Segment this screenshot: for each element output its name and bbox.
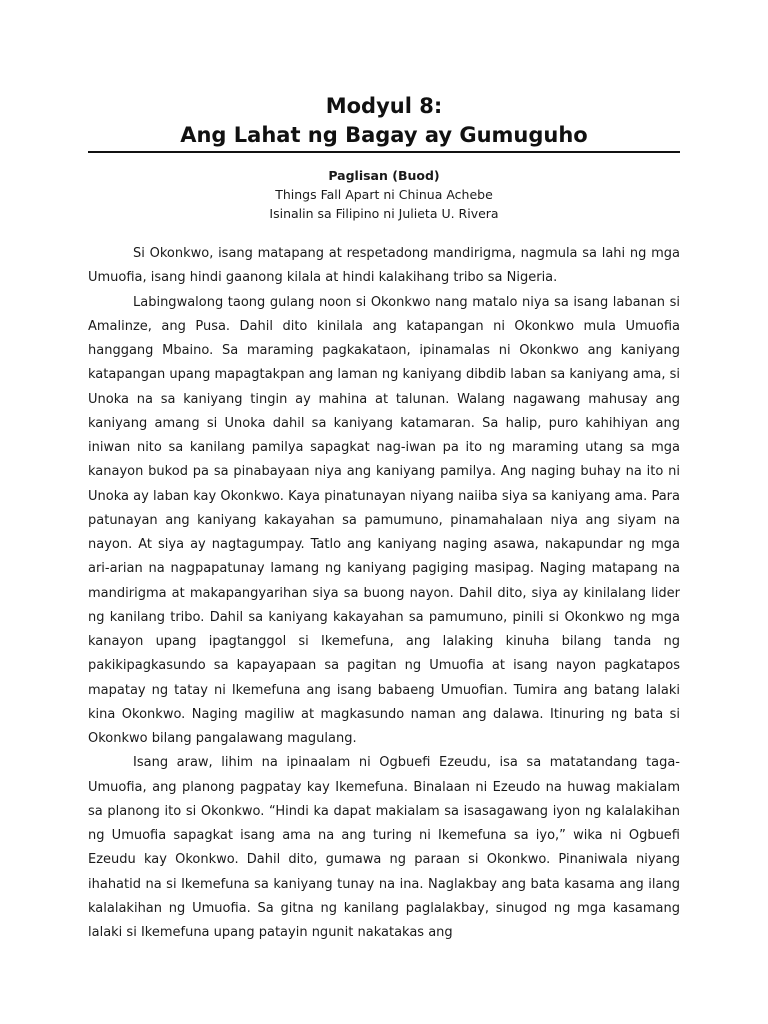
lesson-title: Ang Lahat ng Bagay ay Gumuguho bbox=[180, 123, 588, 147]
paragraph-2: Labingwalong taong gulang noon si Okonkwo nang matalo niya sa isang labanan si Amalinze, ang Pusa. Dahil dito kinilala ang katapangan ni Okonkwo mula Umuofia hanggang Mbaino. Sa maraming pagkakataon, ipinamalas ni Okonkwo ang kaniyang katapangan upang mapagtakpan ang laman ng kaniyang dibdib laban sa kaniyang ama, si Unoka na sa kaniyang tingin ay mahina at talunan. Walang nagawang mahusay ang kaniyang amang si Unoka dahil sa kaniyang katamaran. Sa halip, puro kahihiyan ang iniwan nito sa kanilang pamilya sapagkat nag-iwan pa ito ng maraming utang sa mga kanayon bukod pa sa pinabayaan niya ang kaniyang pamilya. Ang naging buhay na ito ni Unoka ay laban kay Okonkwo. Kaya pinatunayan niyang naiiba siya sa kaniyang ama. Para patunayan ang kaniyang kakayahan sa pamumuno, pinamahalaan niya ang siyam na nayon. At siya ay nagtagumpay. Tatlo ang kaniyang naging asawa, nakapundar ng mga ari-arian na nagpapatunay lamang ng kaniyang pagiging masipag. Naging matapang na mandirigma at makapangyarihan siya sa buong nayon. Dahil dito, siya ay kinilalang lider ng kanilang tribo. Dahil sa kaniyang kakayahan sa pamumuno, pinili si Okonkwo ng mga kanayon upang ipagtanggol si Ikemefuna, ang lalaking kinuha bilang tanda ng pakikipagkasundo sa kapayapaan sa pagitan ng Umuofia at isang nayon pagkatapos mapatay ng tatay ni Ikemefuna ang isang babaeng Umuofian. Tumira ang batang lalaki kina Okonkwo. Naging magiliw at magkasundo naman ang dalawa. Itinuring ng bata si Okonkwo bilang pangalawang magulang. bbox=[88, 294, 680, 746]
title-divider bbox=[88, 151, 680, 153]
paragraph-1: Si Okonkwo, isang matapang at respetadong mandirigma, nagmula sa lahi ng mga Umuofia, isang hindi gaanong kilala at hindi kalakihang tribo sa Nigeria. bbox=[88, 246, 680, 286]
section-subtitle: Paglisan (Buod) bbox=[328, 168, 440, 183]
body-text bbox=[88, 242, 680, 945]
document-header bbox=[88, 92, 680, 150]
source-line: Things Fall Apart ni Chinua Achebe bbox=[275, 187, 493, 202]
source-block bbox=[88, 166, 680, 223]
paragraph-3: Isang araw, lihim na ipinaalam ni Ogbuefi Ezeudu, isa sa matatandang taga-Umuofia, ang planong pagpatay kay Ikemefuna. Binalaan ni Ezeudo na huwag makialam sa planong ito si Okonkwo. “Hindi ka dapat makialam sa isasagawang iyon ng kalalakihan ng Umuofia sapagkat isang ama na ang turing ni Ikemefuna sa iyo,” wika ni Ogbuefi Ezeudu kay Okonkwo. Dahil dito, gumawa ng paraan si Okonkwo. Pinaniwala niyang ihahatid na si Ikemefuna sa kaniyang tunay na ina. Naglakbay ang bata kasama ang ilang kalalakihan ng Umuofia. Sa gitna ng kanilang paglalakbay, sinugod ng mga kasamang lalaki si Ikemefuna upang patayin ngunit nakatakas ang bbox=[88, 755, 680, 940]
module-title: Modyul 8: bbox=[325, 94, 443, 118]
translator-line: Isinalin sa Filipino ni Julieta U. Rivera bbox=[269, 206, 499, 221]
